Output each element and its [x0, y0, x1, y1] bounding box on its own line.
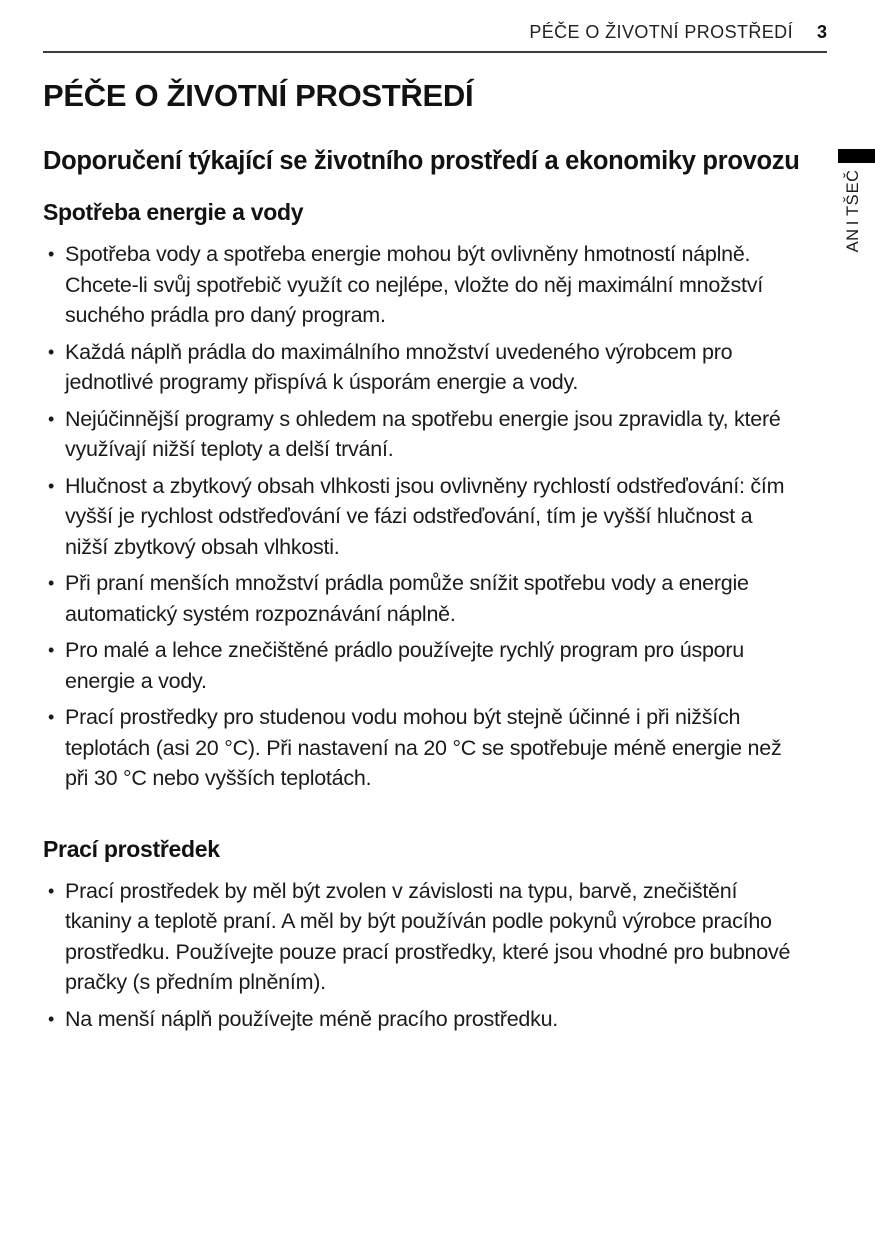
list-item: [43, 702, 800, 794]
bullet-list-detergent: [43, 876, 800, 1035]
bullet-list-energy-water: [43, 239, 800, 794]
language-tab-marker: [838, 149, 875, 163]
list-item: [43, 337, 800, 398]
list-item-text: Hlučnost a zbytkový obsah vlhkosti jsou ovlivněny rychlostí odstřeďování: čím vyšší je rychlost odstřeďování ve fázi odstřeďování, tím je vyšší hlučnost a nižší zbytkový obsah vlhkosti.: [65, 473, 785, 559]
running-header-title: PÉČE O ŽIVOTNÍ PROSTŘEDÍ: [529, 22, 793, 42]
list-item-text: Nejúčinnější programy s ohledem na spotřebu energie jsou zpravidla ty, které využívají nižší teploty a delší trvání.: [65, 406, 781, 461]
section-heading-energy-water: Spotřeba energie a vody: [43, 199, 304, 225]
language-label-vertical: Č E Š T I N A: [844, 169, 863, 253]
section-energy-water: [43, 199, 800, 794]
bullet-icon: •: [48, 341, 55, 362]
list-item-text: Spotřeba vody a spotřeba energie mohou být ovlivněny hmotností náplně. Chcete-li svůj spotřebič využít co nejlépe, vložte do něj maximální množství suchého prádla pro daný program.: [65, 242, 763, 327]
bullet-icon: •: [48, 640, 55, 660]
list-item: [43, 568, 800, 629]
page-number: 3: [816, 22, 827, 42]
list-item: [43, 1004, 800, 1035]
section-detergent: [43, 836, 800, 1035]
list-item-text: Na menší náplň používejte méně pracího prostředku.: [65, 1006, 559, 1031]
bullet-icon: •: [48, 707, 55, 727]
page-content: [0, 78, 875, 1034]
bullet-icon: •: [48, 573, 55, 593]
page-title: PÉČE O ŽIVOTNÍ PROSTŘEDÍ: [43, 78, 474, 113]
list-item: [43, 635, 800, 696]
bullet-icon: •: [48, 880, 55, 901]
list-item-text: Prací prostředek by měl být zvolen v závislosti na typu, barvě, znečištění tkaniny a teplotě praní. A měl by být používán podle pokynů výrobce pracího prostředku. Používejte pouze prací prostředky, které jsou vhodné pro bubnové pračky (s předním plněním).: [65, 878, 791, 994]
list-item: [43, 404, 800, 465]
list-item: [43, 876, 800, 998]
list-item-text: Pro malé a lehce znečištěné prádlo používejte rychlý program pro úsporu energie a vody.: [65, 638, 744, 693]
list-item: [43, 239, 800, 331]
header-divider: [43, 51, 827, 53]
chapter-subtitle: Doporučení týkající se životního prostředí a ekonomiky provozu: [43, 147, 800, 175]
list-item-text: Při praní menších množství prádla pomůže snížit spotřebu vody a energie automatický systém rozpoznávání náplně.: [65, 571, 749, 626]
list-item-text: Každá náplň prádla do maximálního množství uvedeného výrobcem pro jednotlivé programy přispívá k úsporám energie a vody.: [65, 339, 733, 394]
bullet-icon: •: [48, 244, 55, 264]
page-header: [0, 0, 875, 53]
running-header-row: [43, 22, 827, 43]
bullet-icon: •: [48, 1008, 55, 1029]
section-heading-detergent: Prací prostředek: [43, 835, 220, 862]
bullet-icon: •: [48, 408, 55, 429]
bullet-icon: •: [48, 475, 55, 496]
list-item: [43, 471, 800, 563]
list-item-text: Prací prostředky pro studenou vodu mohou být stejně účinné i při nižších teplotách (asi 20 °C). Při nastavení na 20 °C se spotřebuje méně energie než při 30 °C nebo vyšších teplotách.: [65, 705, 782, 790]
